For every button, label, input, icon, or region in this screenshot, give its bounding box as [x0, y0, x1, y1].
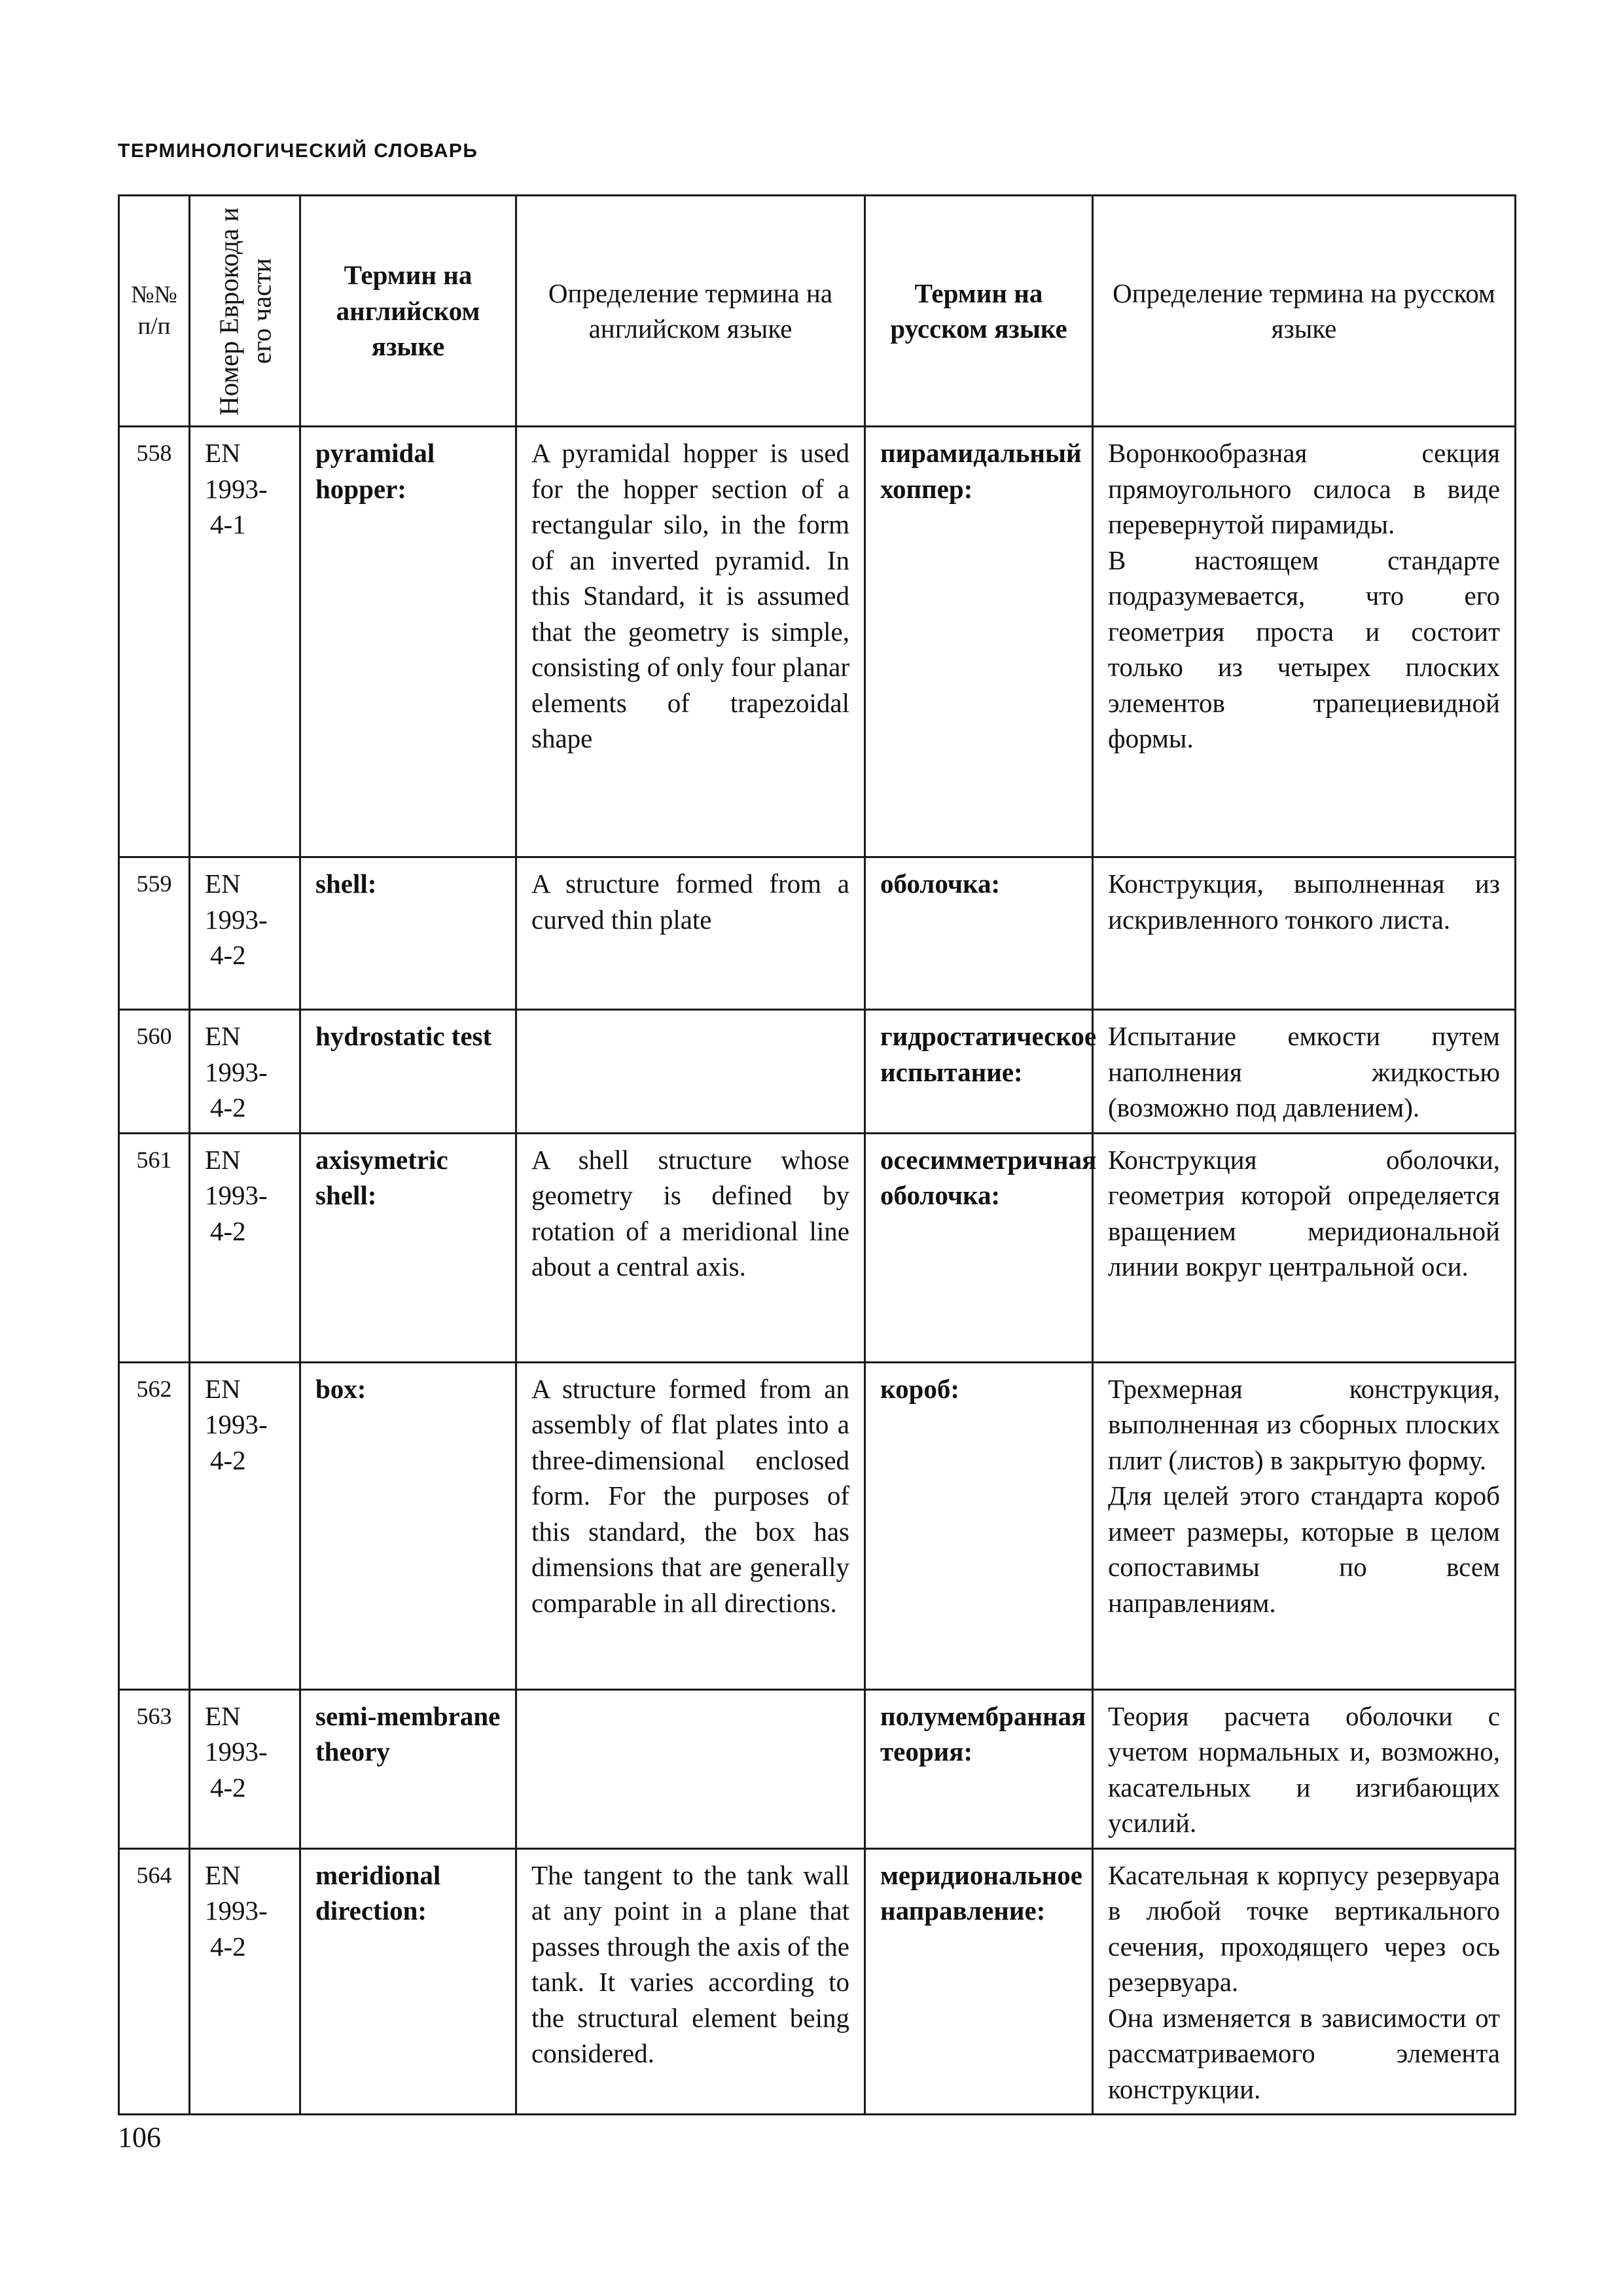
eurocode-cell [190, 1133, 300, 1362]
eurocode-part: 4-2 [210, 1444, 246, 1475]
eurocode-part: 1993- [205, 1409, 268, 1439]
eurocode-part: EN [205, 438, 241, 468]
russian-definition [1093, 857, 1516, 1010]
eurocode-part: 4-2 [210, 1215, 246, 1246]
english-definition-text: The tangent to the tank wall at any point in a plane that passes through the axis of the tank. It varies according to the structural element being considered. [531, 1859, 849, 2068]
russian-term: оболочка: [865, 857, 1093, 1010]
russian-definition [1093, 1848, 1516, 2115]
row-number: 558 [119, 427, 190, 857]
english-definition-text: A shell structure whose geometry is defined by rotation of a meridional line about a central axis. [531, 1144, 849, 1282]
eurocode-part: 4-2 [210, 1931, 246, 1962]
english-definition [516, 1689, 865, 1848]
table-row [119, 857, 1516, 1010]
russian-definition-text: Конструкция оболочки, геометрия которой определяется вращением меридиональной линии вокруг центральной оси. [1108, 1144, 1500, 1282]
eurocode-cell [190, 1010, 300, 1134]
eurocode-cell [190, 1362, 300, 1689]
russian-definition [1093, 1689, 1516, 1848]
table-row [119, 1689, 1516, 1848]
header-ru-def: Определение термина на русском языке [1093, 196, 1516, 427]
row-number: 561 [119, 1133, 190, 1362]
eurocode-part: 1993- [205, 1736, 268, 1767]
english-definition [516, 427, 865, 857]
row-number: 563 [119, 1689, 190, 1848]
eurocode-cell [190, 1848, 300, 2115]
english-definition-text: A structure formed from a curved thin plate [531, 869, 849, 935]
page-number: 106 [118, 2121, 161, 2153]
russian-definition [1093, 1133, 1516, 1362]
russian-term: пирамидальный хоппер: [865, 427, 1093, 857]
eurocode-part: 4-2 [210, 1092, 246, 1122]
eurocode-part: 4-2 [210, 1772, 246, 1803]
eurocode-part: EN [205, 1700, 241, 1731]
russian-definition-text: Конструкция, выполненная из искривленного тонкого листа. [1108, 869, 1500, 935]
eurocode-part: EN [205, 1144, 241, 1175]
header-ru-term: Термин на русском языке [865, 196, 1093, 427]
english-term: shell: [300, 857, 516, 1010]
row-number: 562 [119, 1362, 190, 1689]
english-term: meridional direction: [300, 1848, 516, 2115]
russian-definition-text: Испытание емкости путем наполнения жидкостью (возможно под давлением). [1108, 1021, 1500, 1122]
row-number: 564 [119, 1848, 190, 2115]
russian-definition-text: Она изменяется в зависимости от рассматриваемого элемента конструкции. [1108, 2002, 1500, 2104]
eurocode-part: EN [205, 1021, 241, 1051]
eurocode-cell [190, 857, 300, 1010]
row-number: 559 [119, 857, 190, 1010]
header-en-term: Термин на английском языке [300, 196, 516, 427]
eurocode-part: 4-2 [210, 940, 246, 970]
english-definition-text: A structure formed from an assembly of flat plates into a three-dimensional enclosed form. For the purposes of this standard, the box has dimensions that are generally comparable in all directions. [531, 1373, 849, 1618]
table-row [119, 1010, 1516, 1134]
eurocode-part: EN [205, 1373, 241, 1404]
english-definition [516, 1362, 865, 1689]
eurocode-cell [190, 1689, 300, 1848]
eurocode-part: 1993- [205, 904, 268, 935]
russian-term: полумембранная теория: [865, 1689, 1093, 1848]
english-definition [516, 1848, 865, 2115]
english-term: hydrostatic test [300, 1010, 516, 1134]
terminology-table [118, 194, 1516, 2115]
russian-definition-text: Воронкообразная секция прямоугольного силоса в виде перевернутой пирамиды. [1108, 438, 1500, 539]
eurocode-part: 4-1 [210, 509, 246, 539]
table-row [119, 1848, 1516, 2115]
english-term: semi-membrane theory [300, 1689, 516, 1848]
english-definition [516, 857, 865, 1010]
russian-term: короб: [865, 1362, 1093, 1689]
russian-definition-text: Для целей этого стандарта короб имеет размеры, которые в целом сопоставимы по всем направлениям. [1108, 1480, 1500, 1618]
table-row [119, 1133, 1516, 1362]
english-definition-text: A pyramidal hopper is used for the hopper section of a rectangular silo, in the form of an inverted pyramid. In this Standard, it is assumed that the geometry is simple, consisting of only four planar elements of trapezoidal shape [531, 438, 849, 753]
russian-term: осесимметричная оболочка: [865, 1133, 1093, 1362]
table-row [119, 427, 1516, 857]
table-row [119, 1362, 1516, 1689]
header-en-def: Определение термина на английском языке [516, 196, 865, 427]
eurocode-part: 1993- [205, 473, 268, 504]
russian-definition-text: Касательная к корпусу резервуара в любой точке вертикального сечения, проходящего через ось резервуара. [1108, 1859, 1500, 1997]
eurocode-part: 1993- [205, 1895, 268, 1926]
russian-term: меридиональное направление: [865, 1848, 1093, 2115]
russian-definition [1093, 1010, 1516, 1134]
header-eurocode: Номер Еврокода и его части [190, 196, 300, 427]
english-definition [516, 1010, 865, 1134]
running-head: ТЕРМИНОЛОГИЧЕСКИЙ СЛОВАРЬ [118, 140, 478, 162]
english-term: pyramidal hopper: [300, 427, 516, 857]
eurocode-cell [190, 427, 300, 857]
english-term: axisymetric shell: [300, 1133, 516, 1362]
eurocode-part: EN [205, 1859, 241, 1890]
header-num: №№ п/п [119, 196, 190, 427]
english-term: box: [300, 1362, 516, 1689]
russian-definition-text: Теория расчета оболочки с учетом нормальных и, возможно, касательных и изгибающих усилий. [1108, 1700, 1500, 1838]
russian-definition [1093, 427, 1516, 857]
row-number: 560 [119, 1010, 190, 1134]
eurocode-part: 1993- [205, 1056, 268, 1087]
russian-definition-text: Трехмерная конструкция, выполненная из сборных плоских плит (листов) в закрытую форму. [1108, 1373, 1500, 1475]
russian-definition [1093, 1362, 1516, 1689]
russian-term: гидростатическое испытание: [865, 1010, 1093, 1134]
header-row [119, 196, 1516, 427]
english-definition [516, 1133, 865, 1362]
russian-definition-text: В настоящем стандарте подразумевается, что его геометрия проста и состоит только из четырех плоских элементов трапециевидной формы. [1108, 545, 1500, 753]
eurocode-part: EN [205, 869, 241, 899]
eurocode-part: 1993- [205, 1180, 268, 1210]
